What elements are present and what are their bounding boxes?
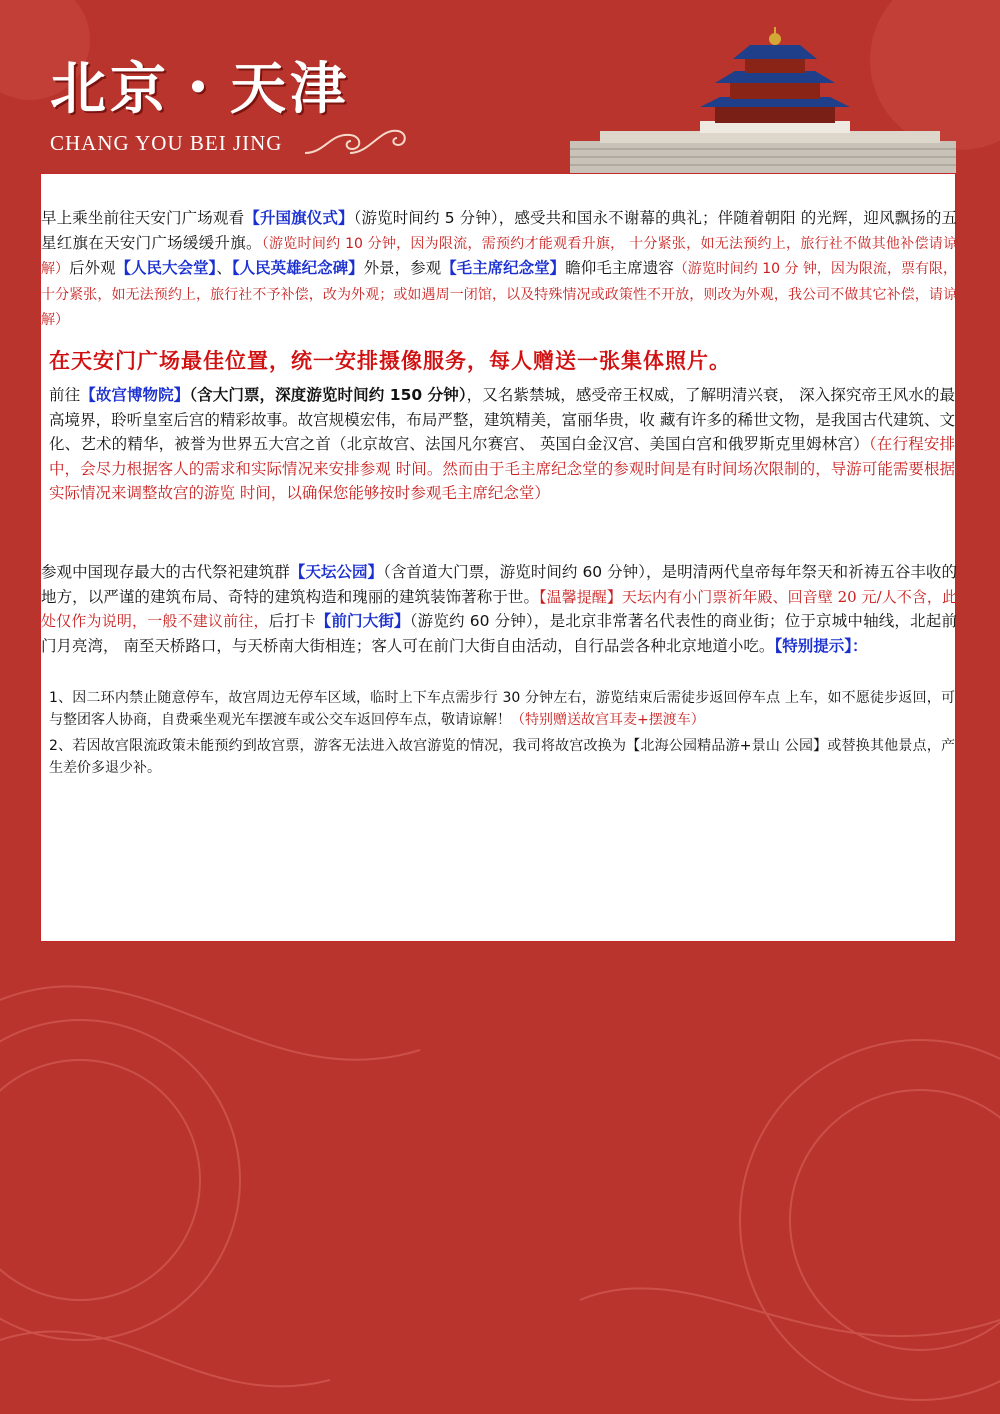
text: ，又名紫禁城，感受帝王权威，了解明清兴衰， 深入探究帝王风水的最高境界，聆听皇室后宫的精彩故事。故宫规模宏伟，布局严整，建筑精美，富丽华贵，收 藏有许多的稀世文物，是我国古代建筑、文化、艺术的精华，被誉为世界五大宫之首（北京故宫、法国凡尔赛宫、 英国白金汉宫、美国白宫和俄罗斯克里姆林宫） [49, 386, 955, 453]
text: 后外观 [69, 259, 116, 277]
tip-item-1 [49, 687, 955, 731]
text: （游览时间约 5 分钟），感受共和国永不谢幕的典礼；伴随着朝阳 的光辉，迎风飘扬的五星红旗在天安门广场缓缓升旗。 [41, 209, 957, 252]
text: 前往 [49, 386, 81, 404]
page-header [40, 33, 956, 173]
gift-note: （特别赠送故宫耳麦+摆渡车） [511, 712, 705, 728]
text: （游览约 60 分钟），是北京非常著名代表性的商业街；位于京城中轴线，北起前门月亮湾， 南至天桥路口，与天桥南大街相连；客人可在前门大街自由活动，自行品尝各种北京地道小吃。 [41, 612, 957, 655]
text: 参观中国现存最大的古代祭祀建筑群 [41, 563, 290, 581]
text: 瞻仰毛主席遗容 [565, 259, 674, 277]
great-hall-label: 【人民大会堂】 [115, 259, 217, 277]
palace-ticket-info: （含大门票，深度游览时间约 150 分钟） [189, 386, 467, 404]
text: 、 [216, 259, 232, 277]
text: 2、若因故宫限流政策未能预约到故宫票，游客无法进入故宫游览的情况，我司将故宫改换为【北海公园精品游+景山 公园】或替换其他景点，产生差价多退少补。 [49, 738, 955, 776]
highlight-text: 在天安门广场最佳位置，统一安排摄像服务，每人赠送一张集体照片。 [49, 349, 731, 373]
special-tips-label: 【特别提示】： [774, 636, 868, 655]
monument-label: 【人民英雄纪念碑】 [231, 259, 364, 277]
paragraph-forbidden-city [49, 383, 955, 506]
temple-reminder-note: 【温馨提醒】天坛内有小门票祈年殿、回音壁 20 元/人不含，此处仅作为说明，一般不建议前往， [41, 587, 957, 630]
paragraph-temple-of-heaven [41, 560, 957, 658]
temple-of-heaven-icon [550, 23, 956, 173]
mausoleum-note: （游览时间约 10 分 钟，因为限流，票有限，十分紧张，如无法预约上，旅行社不予补偿，改为外观；或如遇周一闭馆，以及特殊情况或政策性不开放，则改为外观，我公司不做其它补偿，请谅解） [41, 261, 957, 328]
text: 外景，参观 [363, 259, 442, 277]
palace-museum-label: 【故宫博物院】 [80, 386, 190, 404]
palace-schedule-note: （在行程安排中，会尽力根据客人的需求和实际情况来安排参观 时间。然而由于毛主席纪念堂的参观时间是有时间场次限制的，导游可能需要根据实际情况来调整故宫的游览 时间，以确保您能够按时参观毛主席纪念堂） [49, 435, 955, 502]
paragraph-flag-ceremony [41, 206, 957, 333]
itinerary-content [40, 173, 956, 942]
mausoleum-label: 【毛主席纪念堂】 [441, 259, 566, 277]
qianmen-street-label: 【前门大街】 [315, 612, 410, 630]
title-chinese: 北京・天津 [50, 56, 350, 122]
text: 早上乘坐前往天安门广场观看 [41, 209, 245, 227]
flag-ceremony-label: 【升国旗仪式】 [244, 209, 354, 227]
tip-item-2 [49, 735, 955, 779]
text: 1、因二环内禁止随意停车，故宫周边无停车区域，临时上下车点需步行 30 分钟左右，游览结束后需徒步返回停车点 上车，如不愿徒步返回，可与整团客人协商，自费乘坐观光车摆渡车或公交车返回停车点，敬请谅解！ [49, 690, 955, 728]
flag-ceremony-note: （游览时间约 10 分钟，因为限流，需预约才能观看升旗， 十分紧张，如无法预约上，旅行社不做其他补偿请谅解） [41, 235, 957, 277]
title-english: CHANG YOU BEI JING [50, 131, 283, 155]
temple-of-heaven-label: 【天坛公园】 [289, 563, 384, 581]
cloud-ornament-icon [300, 113, 410, 163]
text: （含首道大门票，游览时间约 60 分钟），是明清两代皇帝每年祭天和祈祷五谷丰收的地方，以严谨的建筑布局、奇特的建筑构造和瑰丽的建筑装饰著称于世。 [41, 563, 957, 606]
photo-service-highlight [49, 345, 949, 375]
text: 后打卡 [268, 612, 316, 630]
